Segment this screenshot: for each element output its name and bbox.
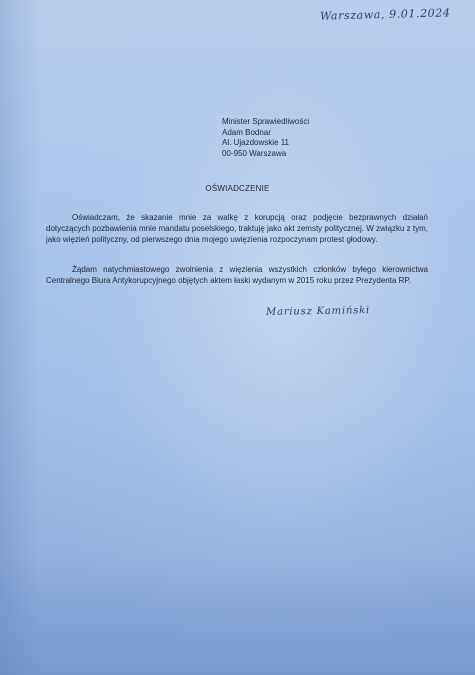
paragraph: Żądam natychmiastowego zwolnienia z więzienia wszystkich członków byłego kierownictwa Centralnego Biura Antykorupcyjnego objętych aktem łaski wydanym w 2015 roku przez Prezydenta RP. bbox=[46, 265, 428, 285]
recipient-line: Adam Bodnar bbox=[222, 127, 271, 137]
recipient-address bbox=[222, 117, 309, 159]
recipient-line: Minister Sprawiedliwości bbox=[222, 117, 310, 126]
recipient-line: Al. Ujazdowskie 11 bbox=[222, 138, 289, 147]
document-title: OŚWIADCZENIE bbox=[205, 184, 270, 193]
paragraph: Oświadczam, że skazanie mnie za walkę z korupcją oraz podjęcie bezprawnych działań dotyczących pozbawienia mnie mandatu poselskiego, traktuję jako akt zemsty politycznej. W związku z tym, jako więzień polityczny, od pierwszego dnia mojego uwięzienia rozpoczynam protest głodowy. bbox=[46, 213, 428, 244]
handwritten-signature: Mariusz Kamiński bbox=[265, 305, 371, 318]
handwritten-date: Warszawa, 9.01.2024 bbox=[319, 6, 451, 23]
recipient-line: 00-950 Warszawa bbox=[222, 148, 287, 158]
page-shadow-bottom bbox=[0, 555, 475, 675]
